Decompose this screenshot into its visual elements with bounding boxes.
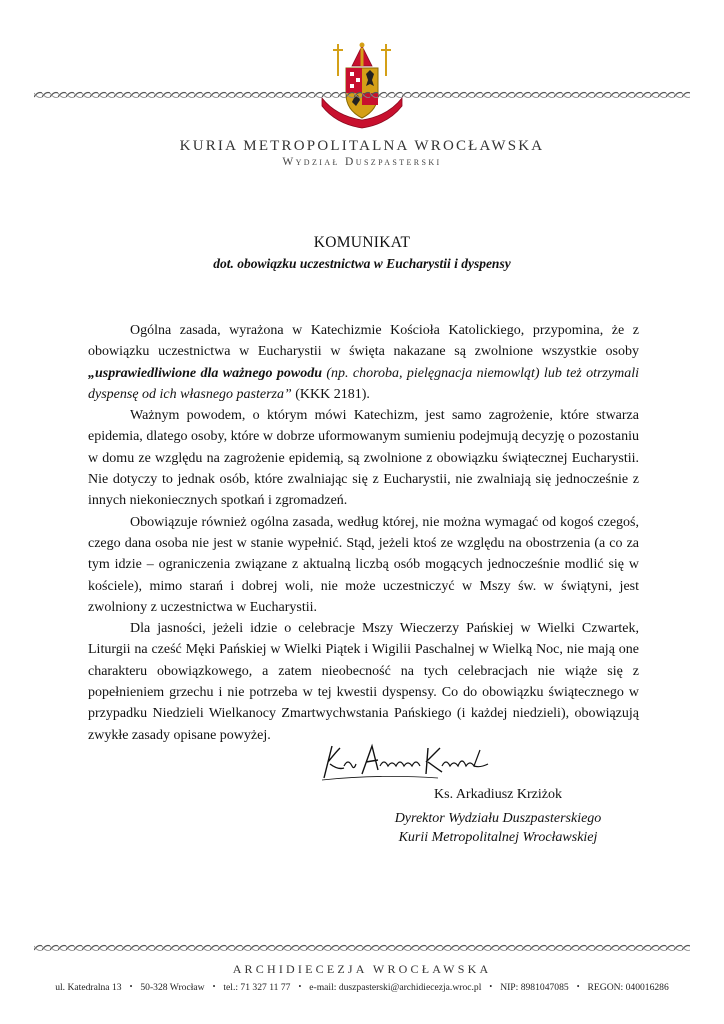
footer-nip: NIP: 8981047085 (500, 982, 569, 993)
paragraph-1 (88, 320, 639, 405)
footer-contact-info (22, 982, 702, 993)
footer-city: 50-328 Wrocław (140, 982, 205, 993)
signer-role-line1: Dyrektor Wydziału Duszpasterskiego (394, 811, 602, 826)
decorative-rope-top (34, 91, 690, 99)
signer-name: Ks. Arkadiusz Krziżok (434, 787, 562, 802)
footer-separator: • (298, 982, 302, 991)
footer-address: ul. Katedralna 13 (55, 982, 122, 993)
organization-name: KURIA METROPOLITALNA WROCŁAWSKA (179, 138, 545, 154)
paragraph-1-text-b: (KKK 2181). (291, 386, 370, 402)
paragraph-3: Obowiązuje również ogólna zasada, według której, nie można wymagać od kogoś czegoś, czego dana osoba nie jest w stanie wypełnić. Stąd, jeżeli ktoś ze względu na obostrzenia (a co za tym idzie – ograniczenia związane z aktualną liczbą osób mogących jednocześnie modlić się w kościele), mimo starań i dobrej woli, nie może uczestniczyć w Mszy św. w świątyni, jest zwolniony z uczestnictwa w Eucharystii. (88, 514, 639, 615)
signer-role-line2: Kurii Metropolitalnej Wrocławskiej (398, 830, 598, 845)
footer-separator: • (129, 982, 133, 991)
footer-regon: REGON: 040016286 (587, 982, 669, 993)
paragraph-1-text-a: Ogólna zasada, wyrażona w Katechizmie Kościoła Katolickiego, przypomina, że z obowiązku uczestnictwa w Eucharystii w święta nakazane są zwolnione wszystkie osoby (88, 323, 639, 360)
paragraph-1-quote-italic: (np. choroba, pielęgnacja niemowląt) lub też otrzymali dyspensę od ich własnego pasterza” (88, 365, 639, 402)
handwritten-signature (318, 738, 494, 784)
department-name: Wydział Duszpasterski (282, 156, 442, 168)
footer-email[interactable]: e-mail: duszpasterski@archidiecezja.wroc.pl (309, 982, 482, 993)
paragraph-4: Dla jasności, jeżeli idzie o celebracje Mszy Wieczerzy Pańskiej w Wielki Czwartek, Liturgii na cześć Męki Pańskiej w Wielki Piątek i Wigilii Paschalnej w Wielką Noc, nie mają one charakteru obowiązkowego, a zatem nieobecność na tych celebracjach nie wiąże się z popełnieniem grzechu i nie potrzeba w tej kwestii dyspensy. Co do obowiązku świątecznego w przypadku Niedzieli Wielkanocy Zmartwychwstania Pańskiego (i każdej niedzieli), obowiązują zwykłe zasady opisane powyżej. (88, 621, 639, 743)
archdiocese-crest-icon (316, 40, 408, 130)
paragraph-1-quote-bold: „usprawiedliwione dla ważnego powodu (88, 365, 323, 381)
footer-separator: • (576, 982, 580, 991)
document-body (88, 320, 639, 746)
footer-phone: tel.: 71 327 11 77 (223, 982, 291, 993)
paragraph-2: Ważnym powodem, o którym mówi Katechizm, jest samo zagrożenie, które stwarza epidemia, dlatego osoby, które w dobrze uformowanym sumieniu podejmują decyzję o pozostaniu w domu ze względu na zagrożenie epidemią, są zwolnione z obowiązku świątecznej Eucharystii. Nie dotyczy to jednak osób, które zwalniając się z Eucharystii, nie zwalniają się jednocześnie z innych niekoniecznych spotkań i zgromadzeń. (88, 408, 639, 509)
footer-separator: • (212, 982, 216, 991)
decorative-rope-bottom (34, 944, 690, 952)
document-title: KOMUNIKAT (313, 234, 411, 251)
document-subtitle: dot. obowiązku uczestnictwa w Eucharystii i dyspensy (213, 256, 511, 271)
footer-separator: • (489, 982, 493, 991)
footer-title: ARCHIDIECEZJA WROCŁAWSKA (232, 962, 492, 976)
